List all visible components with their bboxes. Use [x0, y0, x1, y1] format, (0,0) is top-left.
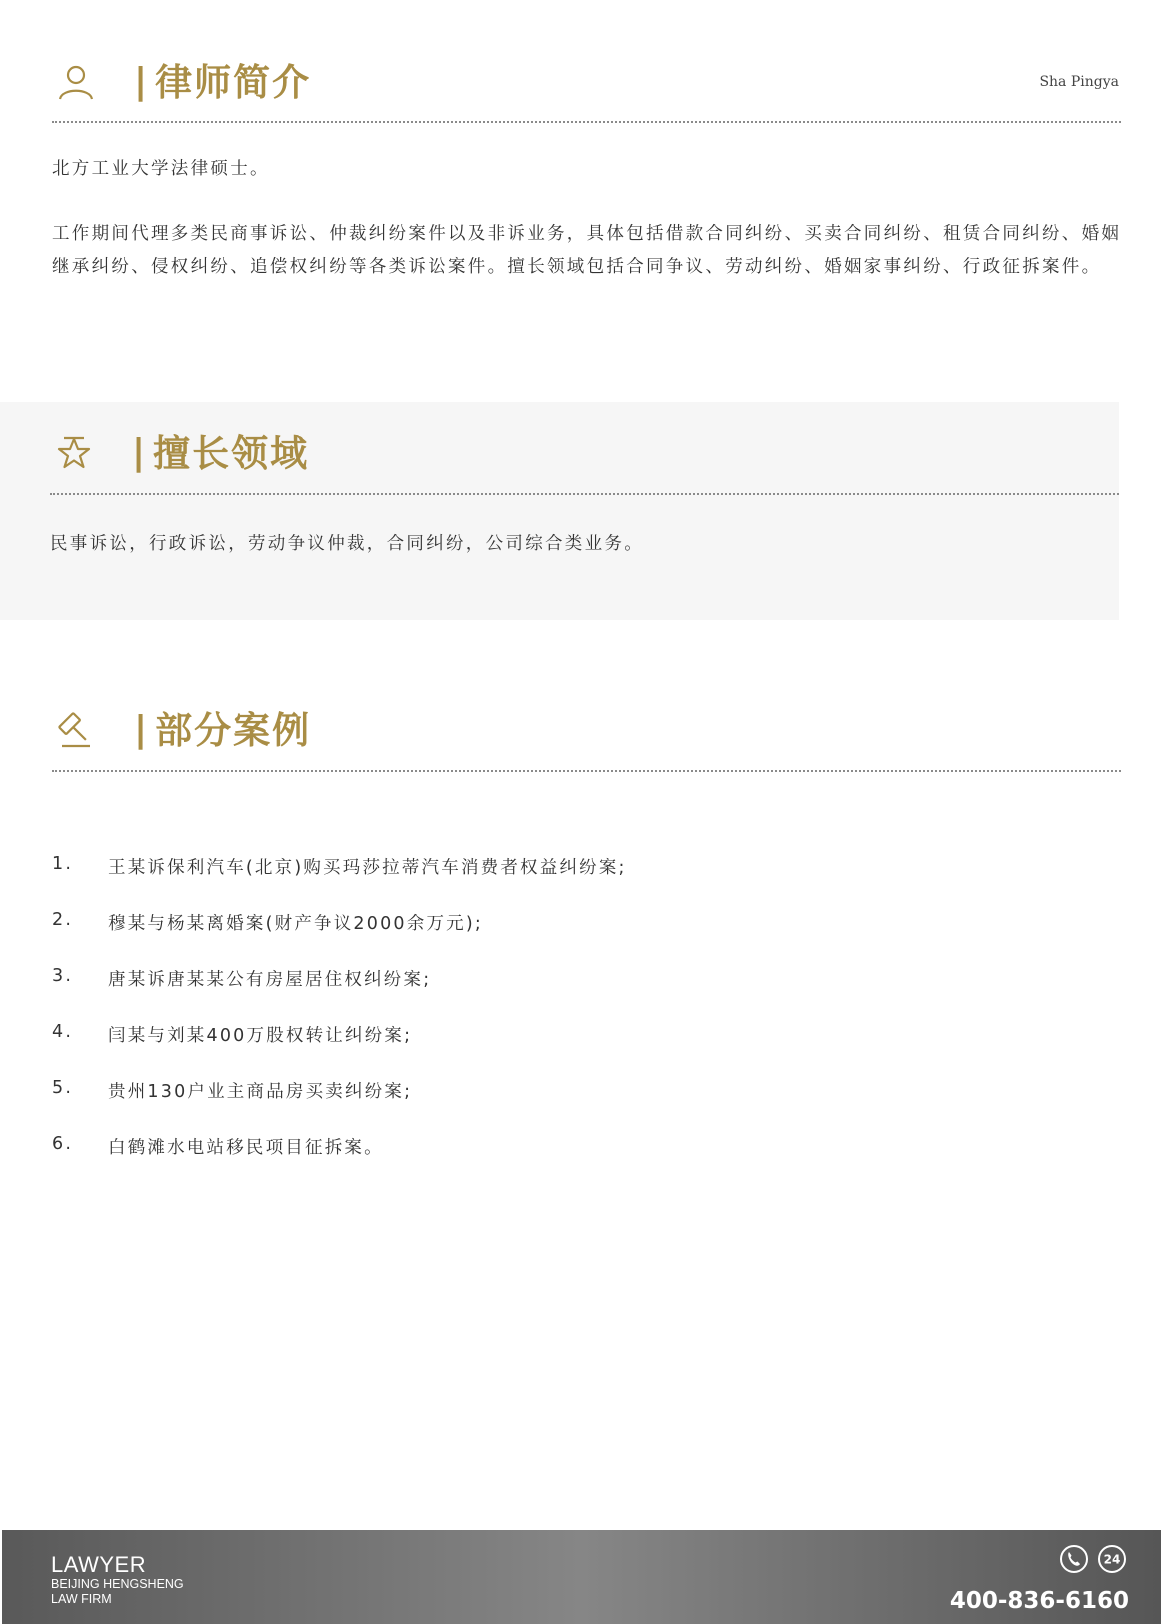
heading-divider: |	[132, 432, 146, 473]
list-item: 3. 唐某诉唐某某公有房屋居住权纠纷案;	[52, 966, 627, 1022]
case-text: 贵州130户业主商品房买卖纠纷案;	[108, 1082, 413, 1102]
person-icon	[52, 58, 100, 106]
svg-text:24: 24	[1103, 1552, 1121, 1567]
case-text: 闫某与刘某400万股权转让纠纷案;	[108, 1026, 413, 1046]
list-item: 2. 穆某与杨某离婚案(财产争议2000余万元);	[52, 910, 627, 966]
hotline-number: 400-836-6160	[949, 1588, 1129, 1614]
list-item: 1. 王某诉保利汽车(北京)购买玛莎拉蒂汽车消费者权益纠纷案;	[52, 854, 627, 910]
contact-icons	[1059, 1544, 1127, 1578]
phone-icon	[1059, 1544, 1089, 1578]
experience-text: 工作期间代理多类民商事诉讼、仲裁纠纷案件以及非诉业务，具体包括借款合同纠纷、买卖合同纠纷、租赁合同纠纷、婚姻继承纠纷、侵权纠纷、追偿权纠纷等各类诉讼案件。擅长领域包括合同争议、劳动纠纷、婚姻家事纠纷、行政征拆案件。	[52, 224, 1122, 277]
cases-heading	[52, 705, 311, 755]
list-item: 4. 闫某与刘某400万股权转让纠纷案;	[52, 1022, 627, 1078]
case-list	[52, 854, 627, 1190]
list-item: 5. 贵州130户业主商品房买卖纠纷案;	[52, 1078, 627, 1134]
lawyer-name-en: Sha Pingya	[1039, 74, 1119, 90]
case-text: 白鹤滩水电站移民项目征拆案。	[108, 1138, 384, 1158]
profile-title: 律师简介	[155, 60, 312, 104]
brand-line-1: LAWYER	[51, 1552, 147, 1577]
divider-line	[52, 770, 1121, 772]
profile-section	[0, 0, 1161, 400]
heading-divider: |	[134, 61, 148, 102]
expertise-title: 擅长领域	[153, 431, 310, 475]
24-hour-icon	[1097, 1544, 1127, 1578]
divider-line	[52, 121, 1121, 123]
cases-title: 部分案例	[155, 708, 312, 752]
case-text: 穆某与杨某离婚案(财产争议2000余万元);	[108, 914, 483, 934]
firm-brand	[51, 1553, 184, 1607]
heading-divider: |	[134, 709, 148, 750]
brand-line-3: LAW FIRM	[51, 1592, 112, 1606]
case-text: 王某诉保利汽车(北京)购买玛莎拉蒂汽车消费者权益纠纷案;	[108, 858, 627, 878]
education-text: 北方工业大学法律硕士。	[52, 159, 270, 179]
expertise-heading	[50, 428, 309, 478]
star-award-icon	[50, 429, 98, 477]
divider-line	[50, 493, 1119, 495]
list-item: 6. 白鹤滩水电站移民项目征拆案。	[52, 1134, 627, 1190]
case-text: 唐某诉唐某某公有房屋居住权纠纷案;	[108, 970, 432, 990]
expertise-section	[0, 402, 1119, 620]
brand-line-2: BEIJING HENGSHENG	[51, 1577, 184, 1591]
footer	[2, 1530, 1161, 1624]
gavel-icon	[52, 706, 100, 754]
profile-heading	[52, 57, 311, 107]
expertise-text: 民事诉讼，行政诉讼，劳动争议仲裁，合同纠纷，公司综合类业务。	[50, 534, 644, 554]
